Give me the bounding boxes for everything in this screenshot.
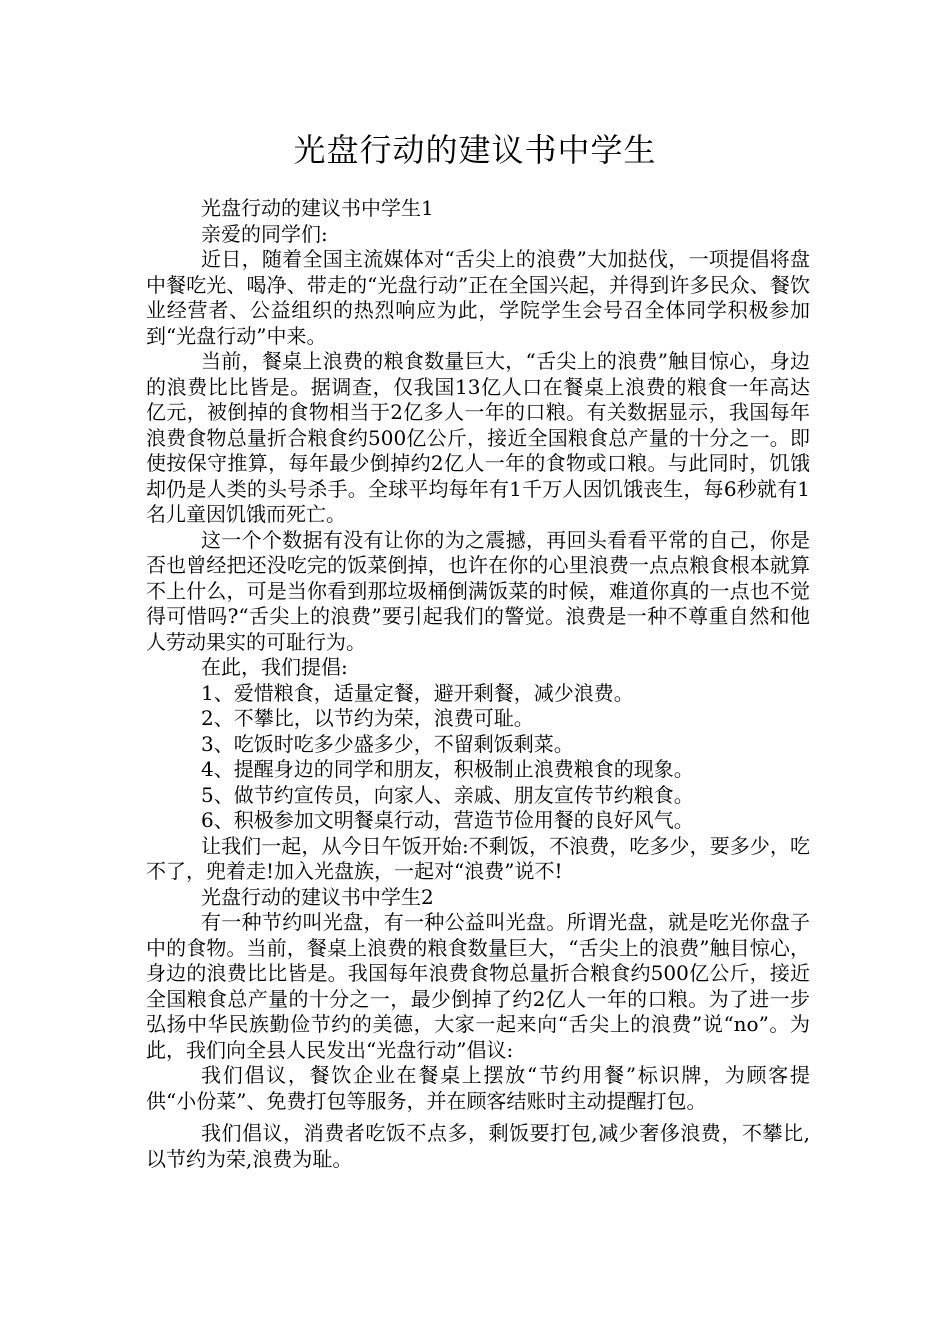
list-item: 6、积极参加文明餐桌行动，营造节俭用餐的良好风气。 bbox=[201, 808, 694, 832]
salutation: 亲爱的同学们: bbox=[201, 221, 328, 246]
section-heading: 光盘行动的建议书中学生1 bbox=[201, 196, 434, 220]
body-paragraph: 在此，我们提倡: bbox=[201, 655, 348, 679]
list-item: 2、不攀比，以节约为荣，浪费可耻。 bbox=[201, 706, 534, 730]
document-body bbox=[146, 196, 810, 1172]
body-paragraph: 有一种节约叫光盘，有一种公益叫光盘。所谓光盘，就是吃光你盘子中的食物。当前，餐桌上浪费的粮食数量巨大，“舌尖上的浪费”触目惊心，身边的浪费比比皆是。我国每年浪费食物总量折合粮食约500亿公斤，接近全国粮食总产量的十分之一，最少倒掉了约2亿人一年的口粮。为了进一步弘扬中华民族勤俭节约的美德，大家一起来向“舌尖上的浪费”说“no”。为此，我们向全县人民发出“光盘行动”倡议: bbox=[146, 910, 810, 1062]
section-heading: 光盘行动的建议书中学生2 bbox=[201, 884, 434, 909]
body-paragraph: 我们倡议，餐饮企业在餐桌上摆放“节约用餐”标识牌，为顾客提供“小份菜”、免费打包等服务，并在顾客结账时主动提醒打包。 bbox=[146, 1063, 810, 1113]
list-item: 1、爱惜粮食，适量定餐，避开剩餐，减少浪费。 bbox=[201, 680, 634, 705]
list-item: 3、吃饭时吃多少盛多少，不留剩饭剩菜。 bbox=[201, 731, 574, 756]
list-item: 4、提醒身边的同学和朋友，积极制止浪费粮食的现象。 bbox=[201, 757, 694, 781]
list-item: 5、做节约宣传员，向家人、亲戚、朋友宣传节约粮食。 bbox=[201, 782, 694, 807]
body-paragraph: 近日，随着全国主流媒体对“舌尖上的浪费”大加挞伐，一项提倡将盘中餐吃光、喝净、带走的“光盘行动”正在全国兴起，并得到许多民众、餐饮业经营者、公益组织的热烈响应为此，学院学生会号召全体同学积极参加到“光盘行动”中来。 bbox=[146, 247, 810, 348]
document-title: 光盘行动的建议书中学生 bbox=[293, 131, 657, 169]
body-paragraph: 这一个个数据有没有让你的为之震撼，再回头看看平常的自己，你是否也曾经把还没吃完的饭菜倒掉，也许在你的心里浪费一点点粮食根本就算不上什么，可是当你看到那垃圾桶倒满饭菜的时候，难道你真的一点也不觉得可惜吗?“舌尖上的浪费”要引起我们的警觉。浪费是一种不尊重自然和他人劳动果实的可耻行为。 bbox=[146, 527, 810, 654]
body-paragraph: 让我们一起，从今日午饭开始:不剩饭，不浪费，吃多少，要多少，吃不了，兜着走!加入光盘族，一起对“浪费”说不! bbox=[146, 833, 810, 883]
body-paragraph: 我们倡议，消费者吃饭不点多，剩饭要打包,减少奢侈浪费，不攀比,以节约为荣,浪费为耻。 bbox=[146, 1121, 810, 1171]
body-paragraph: 当前，餐桌上浪费的粮食数量巨大，“舌尖上的浪费”触目惊心，身边的浪费比比皆是。据调查，仅我国13亿人口在餐桌上浪费的粮食一年高达亿元，被倒掉的食物相当于2亿多人一年的口粮。有关数据显示，我国每年浪费食物总量折合粮食约500亿公斤，接近全国粮食总产量的十分之一。即使按保守推算，每年最少倒掉约2亿人一年的食物或口粮。与此同时，饥饿却仍是人类的头号杀手。全球平均每年有1千万人因饥饿丧生，每6秒就有1名儿童因饥饿而死亡。 bbox=[146, 349, 810, 526]
